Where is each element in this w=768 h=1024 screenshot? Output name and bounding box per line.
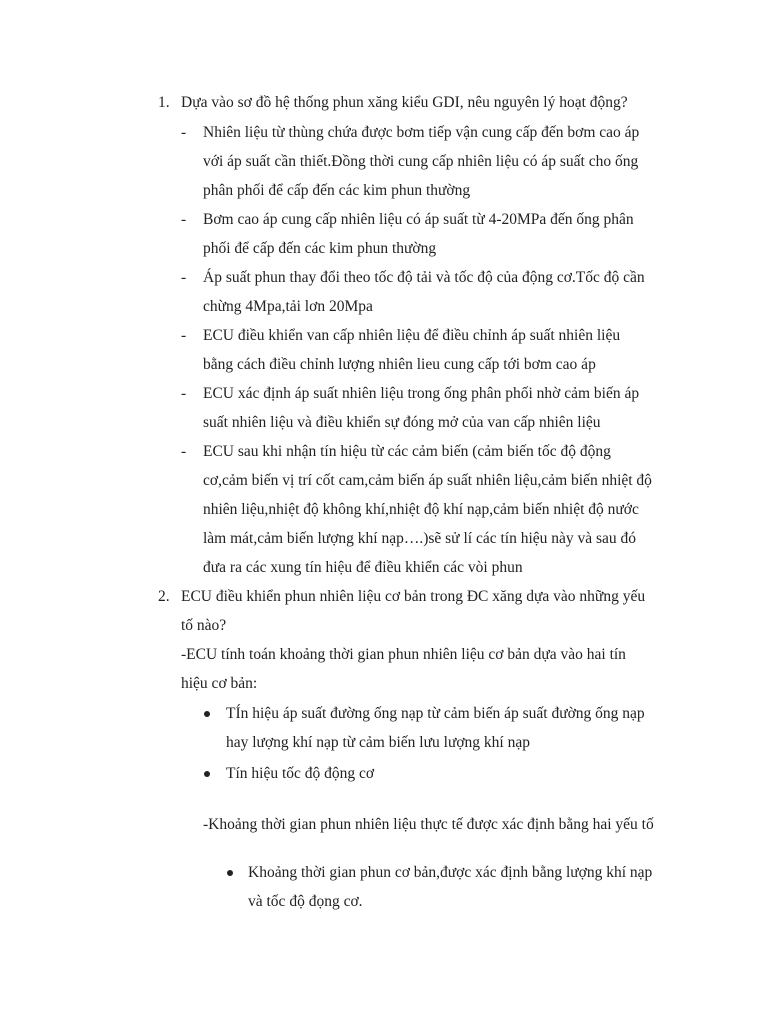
question-title: ECU điều khiển phun nhiên liệu cơ bản trong ĐC xăng dựa vào những yếu — [181, 588, 646, 605]
list-item-line: làm mát,cảm biến lượng khí nạp….)sẽ sử lí các tín hiệu này và sau đó — [203, 530, 637, 547]
list-dash: - — [181, 211, 187, 228]
question-title: tố nào? — [181, 617, 227, 634]
bullet-dot — [204, 711, 210, 717]
question-title: Dựa vào sơ đồ hệ thống phun xăng kiểu GDI, nêu nguyên lý hoạt động? — [181, 94, 628, 111]
list-dash: - — [181, 269, 187, 286]
bullet-dot — [227, 870, 233, 876]
list-item-line: Áp suất phun thay đổi theo tốc độ tải và tốc độ của động cơ.Tốc độ cần — [203, 269, 645, 286]
list-dash: - — [181, 443, 187, 460]
bullet-item-line: Khoảng thời gian phun cơ bản,được xác định bằng lượng khí nạp — [248, 864, 653, 881]
answer-intro-line: -Khoảng thời gian phun nhiên liệu thực tế được xác định bằng hai yếu tố — [203, 816, 654, 833]
list-item-line: phối để cấp đến các kim phun thường — [203, 240, 437, 257]
list-item-line: Bơm cao áp cung cấp nhiên liệu có áp suất từ 4-20MPa đến ống phân — [203, 211, 634, 228]
answer-intro-line: hiệu cơ bản: — [181, 675, 258, 692]
list-item-line: ECU điều khiển van cấp nhiên liệu để điều chỉnh áp suất nhiên liệu — [203, 327, 621, 344]
list-item-line: Nhiên liệu từ thùng chứa được bơm tiếp vận cung cấp đến bơm cao áp — [203, 124, 640, 141]
list-item-line: ECU xác định áp suất nhiên liệu trong ống phân phối nhờ cảm biến áp — [203, 385, 640, 402]
list-item-line: bằng cách điều chỉnh lượng nhiên lieu cung cấp tới bơm cao áp — [203, 356, 596, 373]
list-dash: - — [181, 385, 187, 402]
list-item-line: đưa ra các xung tín hiệu để điều khiển các vòi phun — [203, 559, 523, 576]
bullet-item-line: hay lượng khí nạp từ cảm biến lưu lượng khí nạp — [226, 734, 530, 751]
list-item-line: phân phối để cấp đến các kim phun thường — [203, 182, 471, 199]
answer-intro-line: -ECU tính toán khoảng thời gian phun nhiên liệu cơ bản dựa vào hai tín — [181, 646, 626, 663]
list-item-line: nhiên liệu,nhiệt độ không khí,nhiệt độ khí nạp,cảm biến nhiệt độ nước — [203, 501, 639, 518]
list-item-line: chừng 4Mpa,tải lơn 20Mpa — [203, 298, 373, 315]
bullet-item-line: TÍn hiệu áp suất đường ống nạp từ cảm biến áp suất đường ống nạp — [226, 705, 645, 722]
question-number: 1. — [158, 94, 170, 111]
question-number: 2. — [158, 588, 170, 605]
bullet-item-line: và tốc độ đọng cơ. — [248, 893, 363, 910]
bullet-item-line: Tín hiệu tốc độ động cơ — [226, 765, 375, 782]
list-dash: - — [181, 124, 187, 141]
list-dash: - — [181, 327, 187, 344]
list-item-line: suất nhiên liệu và điều khiển sự đóng mở của van cấp nhiên liệu — [203, 414, 601, 431]
list-item-line: ECU sau khi nhận tín hiệu từ các cảm biến (cảm biến tốc độ động — [203, 443, 611, 460]
bullet-dot — [204, 771, 210, 777]
list-item-line: với áp suất cần thiết.Đồng thời cung cấp nhiên liệu có áp suất cho ống — [203, 153, 639, 170]
list-item-line: cơ,cảm biến vị trí cốt cam,cảm biến áp suất nhiên liệu,cảm biến nhiệt độ — [203, 472, 652, 489]
